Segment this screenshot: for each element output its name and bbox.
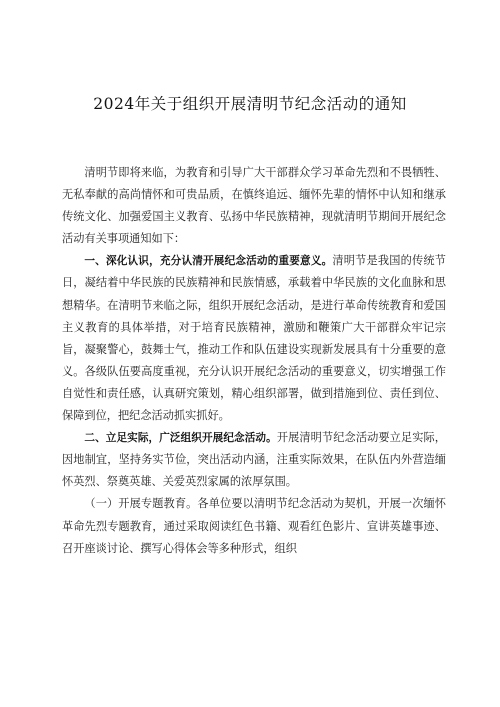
intro-paragraph: 清明节即将来临，为教育和引导广大干部群众学习革命先烈和不畏牺牲、无私奉献的高尚情怀和可贵品质，在慎终追远、缅怀先辈的情怀中认知和继承传统文化、加强爱国主义教育、弘扬中华民族精神，现就清明节期间开展纪念活动有关事项通知如下： <box>62 166 446 246</box>
document-body <box>62 162 446 560</box>
section-3-paragraph: （一）开展专题教育。各单位要以清明节纪念活动为契机，开展一次缅怀革命先烈专题教育，通过采取阅读红色书籍、观看红色影片、宣讲英雄事迹、召开座谈讨论、撰写心得体会等多种形式，组织 <box>62 497 446 555</box>
section-2-heading: 二、立足实际，广泛组织开展纪念活动。 <box>84 432 277 445</box>
section-2-body: 开展清明节纪念活动要立足实际，因地制宜，坚持务实节俭，突出活动内涵，注重实际效果，在队伍内外营造缅怀英烈、祭奠英雄、关爱英烈家属的浓厚氛围。 <box>62 431 446 489</box>
section-2-paragraph <box>62 427 446 493</box>
section-1-paragraph <box>62 250 446 427</box>
section-1-heading: 一、深化认识，充分认清开展纪念活动的重要意义。 <box>84 255 333 268</box>
document-title: 2024年关于组织开展清明节纪念活动的通知 <box>93 95 407 113</box>
section-1-body: 清明节是我国的传统节日，凝结着中华民族的民族精神和民族情感，承载着中华民族的文化血脉和思想精华。在清明节来临之际，组织开展纪念活动，是进行革命传统教育和爱国主义教育的具体举措，对于培育民族精神，激励和鞭策广大干部群众牢记宗旨，凝聚警心，鼓舞士气，推动工作和队伍建设实现新发展具有十分重要的意义。各级队伍要高度重视，充分认识开展纪念活动的重要意义，切实增强工作自觉性和责任感，认真研究策划，精心组织部署，做到措施到位、责任到位、保障到位，把纪念活动抓实抓好。 <box>62 254 446 423</box>
